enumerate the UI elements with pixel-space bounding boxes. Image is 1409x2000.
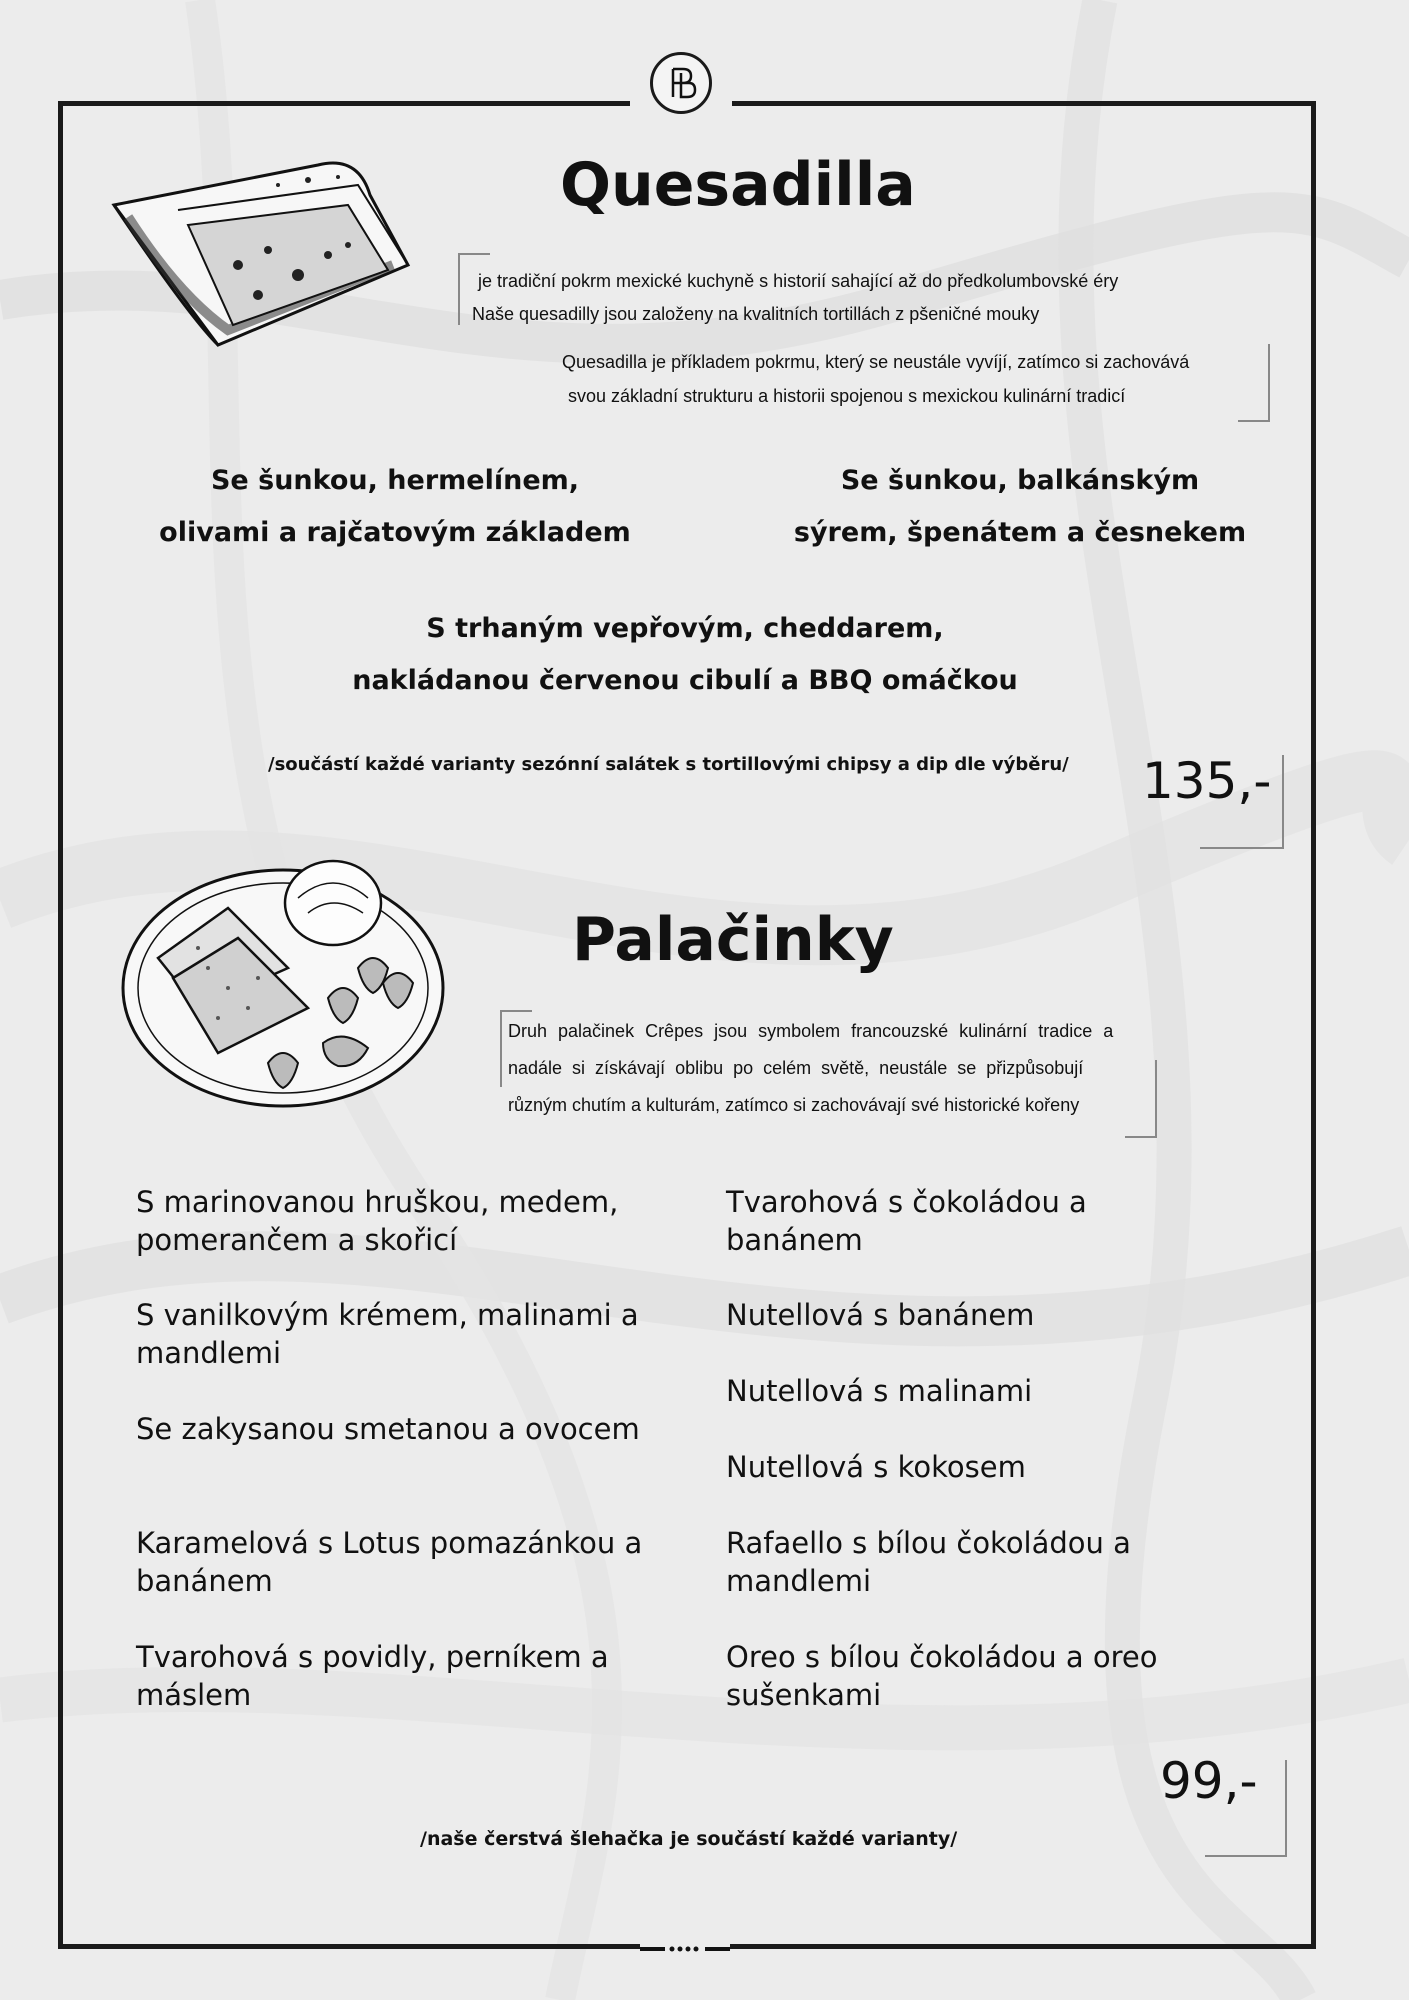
crepe-item: Rafaello s bílou čokoládou a mandlemi <box>726 1526 1131 1598</box>
crepe-item: Se zakysanou smetanou a ovocem <box>136 1412 640 1446</box>
quesadilla-desc-line: Quesadilla je příkladem pokrmu, který se neustále vyvíjí, zatímco si zachovává <box>562 352 1190 372</box>
crepes-illustration-icon <box>118 848 448 1113</box>
crepe-item: Oreo s bílou čokoládou a oreo sušenkami <box>726 1640 1158 1712</box>
quesadilla-desc-corner-bottom <box>1238 344 1270 422</box>
quesadilla-title: Quesadilla <box>560 150 916 220</box>
palacinky-title: Palačinky <box>572 905 894 975</box>
quesadilla-note: /součástí každé varianty sezónní salátek s tortillovými chipsy a dip dle výběru/ <box>268 754 1069 775</box>
crepe-item: S marinovanou hruškou, medem, pomerančem a skořicí <box>136 1185 619 1257</box>
crepe-item: Tvarohová s čokoládou a banánem <box>726 1185 1087 1257</box>
crepe-item: S vanilkovým krémem, malinami a mandlemi <box>136 1298 639 1370</box>
quesadilla-desc-line: Naše quesadilly jsou založeny na kvalitních tortillách z pšeničné mouky <box>472 304 1040 324</box>
crepe-item: Nutellová s banánem <box>726 1298 1035 1332</box>
quesadilla-illustration-icon <box>108 155 420 355</box>
palacinky-desc-corner-bottom <box>1125 1060 1157 1138</box>
variant-line: S trhaným vepřovým, cheddarem, <box>426 613 944 644</box>
quesadilla-variant <box>105 455 685 559</box>
variant-line: Se šunkou, balkánským <box>840 465 1200 496</box>
crepe-item: Nutellová s malinami <box>726 1374 1033 1408</box>
crepe-item: Karamelová s Lotus pomazánkou a banánem <box>136 1526 643 1598</box>
quesadilla-price: 135,- <box>1142 752 1272 810</box>
palacinky-price: 99,- <box>1160 1752 1258 1810</box>
price-corner <box>1200 755 1284 849</box>
price-corner <box>1205 1760 1287 1857</box>
palacinky-desc-line: Druh palačinek Crêpes jsou symbolem francouzské kulinární tradice a <box>508 1021 1114 1041</box>
crepe-item: Tvarohová s povidly, perníkem a máslem <box>136 1640 609 1712</box>
palacinky-desc-line: různým chutím a kulturám, zatímco si zachovávají své historické kořeny <box>508 1095 1080 1115</box>
palacinky-note: /naše čerstvá šlehačka je součástí každé varianty/ <box>420 1828 958 1850</box>
ornament-icon <box>640 1942 730 1956</box>
pb-monogram-icon <box>650 52 712 114</box>
quesadilla-variant <box>740 455 1300 559</box>
variant-line: Se šunkou, hermelínem, <box>210 465 580 496</box>
crepe-item: Nutellová s kokosem <box>726 1450 1026 1484</box>
quesadilla-desc-line: je tradiční pokrm mexické kuchyně s historií sahající až do předkolumbovské éry <box>478 271 1119 291</box>
variant-line: sýrem, špenátem a česnekem <box>793 517 1247 548</box>
quesadilla-variant <box>285 603 1085 707</box>
quesadilla-desc-line: svou základní strukturu a historii spojenou s mexickou kulinární tradicí <box>568 386 1126 406</box>
variant-line: olivami a rajčatovým základem <box>159 517 631 548</box>
palacinky-desc-line: nadále si získávají oblibu po celém světě, neustále se přizpůsobují <box>508 1058 1084 1078</box>
variant-line: nakládanou červenou cibulí a BBQ omáčkou <box>352 665 1018 696</box>
